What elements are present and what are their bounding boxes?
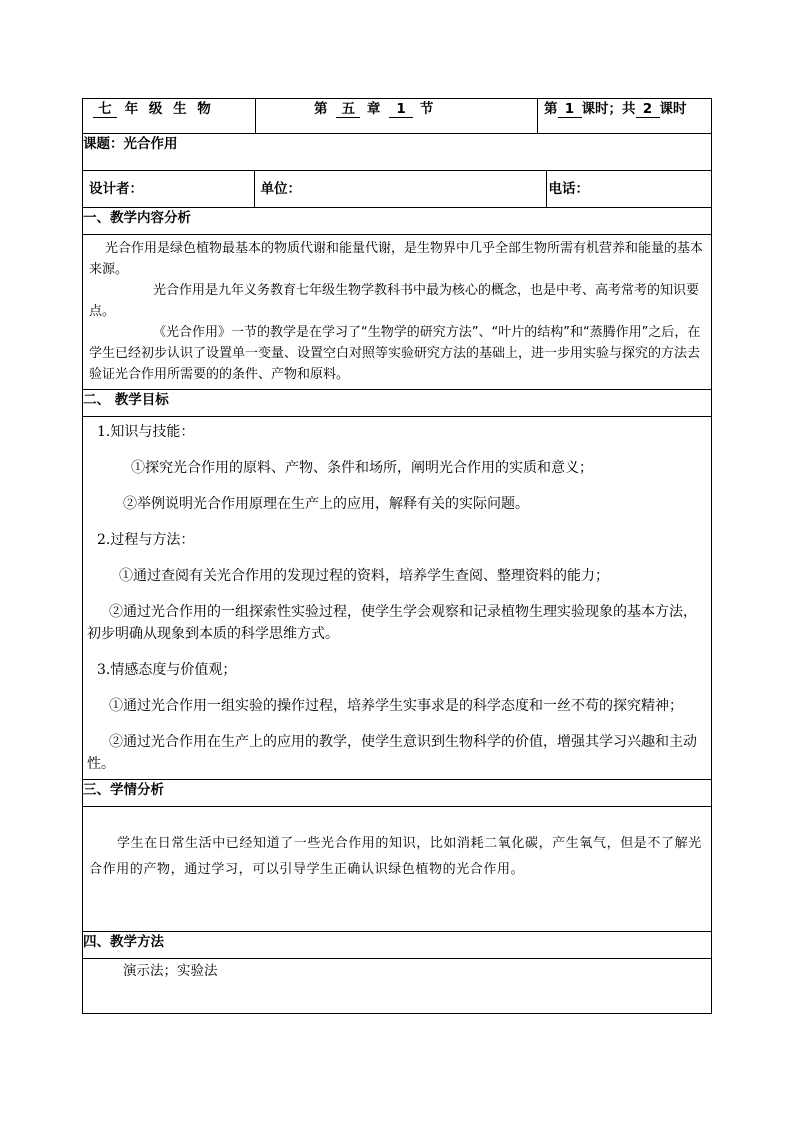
section3-head-row: [83, 780, 712, 807]
section-label: 节: [419, 101, 436, 117]
chapter-label: 章: [366, 101, 383, 117]
topic-cell: 课题：光合作用: [83, 134, 712, 171]
lesson-suffix: 课时: [659, 101, 687, 117]
section1-head-row: [83, 208, 712, 235]
section2-head-row: [83, 390, 712, 417]
topic-row: [83, 134, 712, 171]
lesson-plan-sheet: [82, 98, 711, 1014]
process-item-2: ②通过光合作用的一组探索性实验过程，使学生学会观察和记录植物生理实验现象的基本方法，初步明确从现象到本质的科学思维方式。: [87, 604, 697, 642]
info-row: [83, 171, 712, 208]
lesson-mid-label: 课时；共: [581, 101, 636, 117]
section2-body: [83, 417, 712, 780]
lesson-number: 1: [558, 102, 582, 118]
section1-body-row: [83, 235, 712, 390]
process-item-1: ①通过查阅有关光合作用的发现过程的资料，培养学生查阅、整理资料的能力；: [119, 568, 609, 584]
knowledge-heading: 1.知识与技能：: [97, 424, 195, 440]
section3-body-row: [83, 807, 712, 932]
process-heading: 2.过程与方法：: [97, 532, 195, 548]
designer-label: 设计者：: [83, 171, 254, 207]
section1-paragraph-2: 光合作用是九年义务教育七年级生物学教科书中最为核心的概念，也是中考、高考常考的知识要点。: [89, 283, 700, 319]
info-cell: [83, 171, 712, 208]
section-number: 1: [389, 102, 413, 118]
knowledge-item-1: ①探究光合作用的原料、产物、条件和场所，阐明光合作用的实质和意义；: [131, 460, 593, 476]
lesson-prefix: 第: [544, 101, 558, 117]
chapter-number: 五: [336, 102, 360, 118]
section4-head-row: [83, 932, 712, 959]
section1-paragraph-1: 光合作用是绿色植物最基本的物质代谢和能量代谢，是生物界中几乎全部生物所需有机营养和能量的基本来源。: [89, 241, 704, 277]
section1-paragraph-3: 《光合作用》一节的教学是在学习了“生物学的研究方法”、“叶片的结构”和“蒸腾作用”之后，在学生已经初步认识了设置单一变量、设置空白对照等实验研究方法的基础上，进一步用实验与探究的方法去验证光合作用所需要的的条件、产物和原料。: [89, 325, 701, 382]
lesson-count-cell: [538, 99, 712, 134]
unit-label: 单位：: [254, 171, 546, 207]
section1-title: 一、教学内容分析: [83, 208, 712, 235]
header-row: [83, 99, 712, 134]
grade-label: 年 级 生 物: [124, 101, 214, 117]
lesson-plan-table: [82, 98, 712, 1014]
section4-body-row: [83, 959, 712, 1014]
info-inner-table: [83, 171, 712, 207]
chapter-section-cell: [256, 99, 538, 134]
section1-body: [83, 235, 712, 390]
chapter-prefix: 第: [314, 101, 330, 117]
section2-title: 二、 教学目标: [83, 390, 712, 417]
attitude-item-2: ②通过光合作用在生产上的应用的教学，使学生意识到生物科学的价值，增强其学习兴趣和主动性。: [87, 734, 697, 772]
section2-body-row: [83, 417, 712, 780]
attitude-item-1: ①通过光合作用一组实验的操作过程，培养学生实事求是的科学态度和一丝不苟的探究精神；: [109, 698, 683, 714]
grade-number: 七: [93, 102, 117, 118]
section4-body: 演示法；实验法: [83, 959, 712, 1014]
knowledge-item-2: ②举例说明光合作用原理在生产上的应用，解释有关的实际问题。: [123, 496, 529, 512]
attitude-heading: 3.情感态度与价值观；: [97, 662, 237, 678]
lesson-total: 2: [636, 102, 660, 118]
section3-paragraph: 学生在日常生活中已经知道了一些光合作用的知识，比如消耗二氧化碳，产生氧气，但是不了解光合作用的产物，通过学习，可以引导学生正确认识绿色植物的光合作用。: [89, 836, 702, 877]
section3-body: [83, 807, 712, 932]
phone-label: 电话：: [548, 181, 589, 197]
section4-title: 四、教学方法: [83, 932, 712, 959]
section3-title: 三、学情分析: [83, 780, 712, 807]
grade-subject-cell: [83, 99, 256, 134]
